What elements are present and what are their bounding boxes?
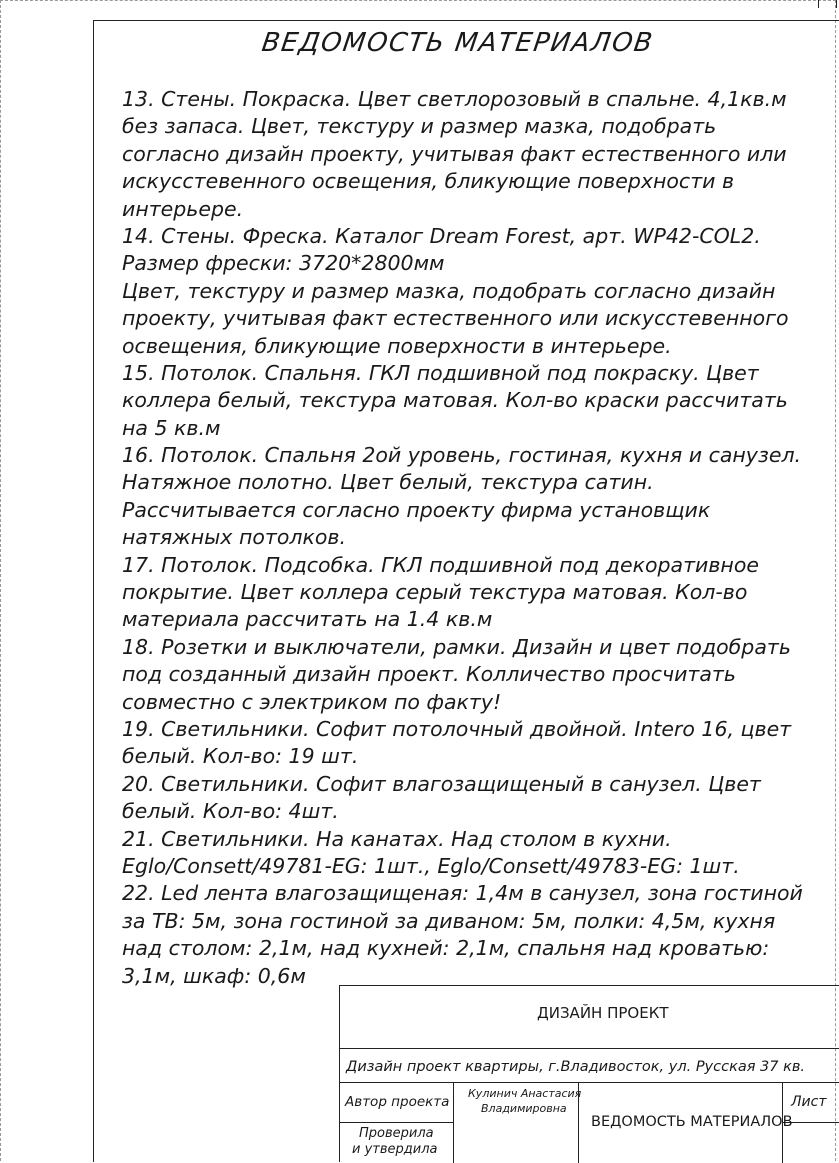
stamp-author-name-1: Кулинич Анастасия [468,1087,582,1100]
text-line: покрытие. Цвет коллера серый текстура матовая. Кол-во [122,580,748,605]
text-line: над столом: 2,1м, над кухней: 2,1м, спальня над кроватью: [122,936,770,961]
text-line: 3,1м, шкаф: 0,6м [122,963,306,988]
text-line: 22. Led лента влагозащищеная: 1,4м в санузел, зона гостиной [122,881,803,906]
text-line: на 5 кв.м [122,415,221,440]
text-line: коллера белый, текстура матовая. Кол-во краски рассчитать [122,388,788,413]
text-line: Цвет, текстуру и размер мазка, подобрать согласно дизайн [122,278,776,303]
text-line: 13. Стены. Покраска. Цвет светлорозовый в спальне. 4,1кв.м [122,87,787,111]
text-line: Рассчитывается согласно проекту фирма установщик [122,497,711,522]
text-line: Eglo/Consett/49781-EG: 1шт., Eglo/Consett/49783-EG: 1шт. [122,853,740,878]
text-line: 14. Стены. Фреска. Каталог Dream Forest, арт. WP42-COL2. [122,223,761,248]
text-line: белый. Кол-во: 19 шт. [122,744,359,769]
text-line: 19. Светильники. Софит потолочный двойной. Intero 16, цвет [122,716,792,741]
text-line: 16. Потолок. Спальня 2ой уровень, гостиная, кухня и санузел. [122,443,802,468]
text-line: согласно дизайн проекту, учитывая факт естественного или [122,141,787,166]
text-line: освещения, бликующие поверхности в интерьере. [122,333,672,358]
text-line: 21. Светильники. На канатах. Над столом в кухни. [122,826,672,851]
page-title: ВЕДОМОСТЬ МАТЕРИАЛОВ [259,28,656,58]
stamp-sheet-label: Лист [791,1094,827,1110]
stamp-approved-2: и утвердила [352,1142,438,1157]
text-line: за ТВ: 5м, зона гостиной за диваном: 5м, полки: 4,5м, кухня [122,908,776,933]
text-line: проекту, учитывая факт естественного или искусстевенного [122,306,789,331]
text-line: под созданный дизайн проект. Колличество просчитать [122,662,736,687]
text-line: материала рассчитать на 1.4 кв.м [122,607,493,632]
text-line: белый. Кол-во: 4шт. [122,799,339,824]
text-line: 20. Светильники. Софит влагозащищеный в санузел. Цвет [122,771,761,796]
text-line: 18. Розетки и выключатели, рамки. Дизайн и цвет подобрать [122,634,791,659]
frame-corner-ticks [818,0,838,25]
stamp-project: Дизайн проект квартиры, г.Владивосток, ул. Русская 37 кв. [346,1059,806,1075]
stamp-author-label: Автор проекта [345,1094,450,1110]
materials-list [122,86,822,990]
stamp-header: ДИЗАЙН ПРОЕКТ [537,1004,669,1022]
text-line: искусстевенного освещения, бликующие поверхности в [122,169,735,194]
title-block [339,985,839,1162]
text-line: Натяжное полотно. Цвет белый, текстура сатин. [122,470,654,495]
text-line: натяжных потолков. [122,525,346,550]
text-line: 15. Потолок. Спальня. ГКЛ подшивной под покраску. Цвет [122,360,759,385]
text-line: без запаса. Цвет, текстуру и размер мазка, подобрать [122,114,717,139]
stamp-approved-1: Проверила [359,1126,434,1141]
text-line: Размер фрески: 3720*2800мм [122,251,445,276]
text-line: интерьере. [122,196,244,221]
text-line: совместно с электриком по факту! [122,689,502,714]
stamp-doc-title: ВЕДОМОСТЬ МАТЕРИАЛОВ [591,1114,793,1130]
text-line: 17. Потолок. Подсобка. ГКЛ подшивной под декоративное [122,552,759,577]
stamp-author-name-2: Владимировна [481,1102,567,1115]
